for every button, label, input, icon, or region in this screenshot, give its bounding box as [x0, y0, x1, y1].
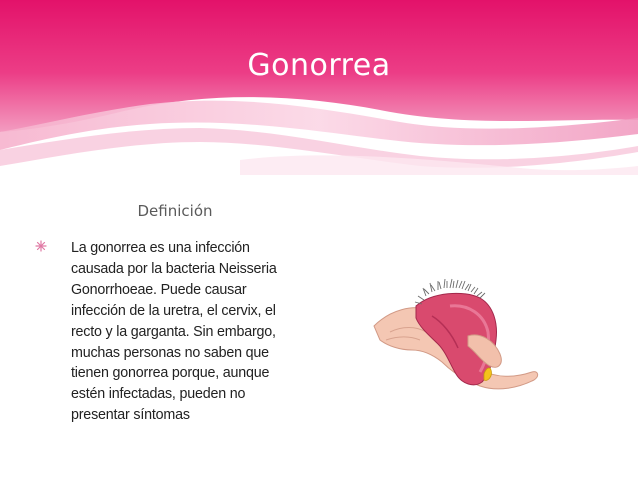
definition-paragraph: La gonorrea es una infección causada por la bacteria Neisseria Gonorrhoeae. Puede causar infección de la uretra, el cervix, el recto y la garganta. Sin embargo, muchas personas no saben que tienen gonorrea porque, aunque estén infectadas, pueden no presentar síntomas: [71, 240, 277, 424]
slide-subtitle: Definición: [137, 202, 213, 220]
bullet-star-icon: [35, 240, 47, 252]
header-background: [0, 0, 638, 175]
anatomical-illustration-icon: [372, 266, 542, 402]
slide-title: Gonorrea: [247, 48, 391, 83]
